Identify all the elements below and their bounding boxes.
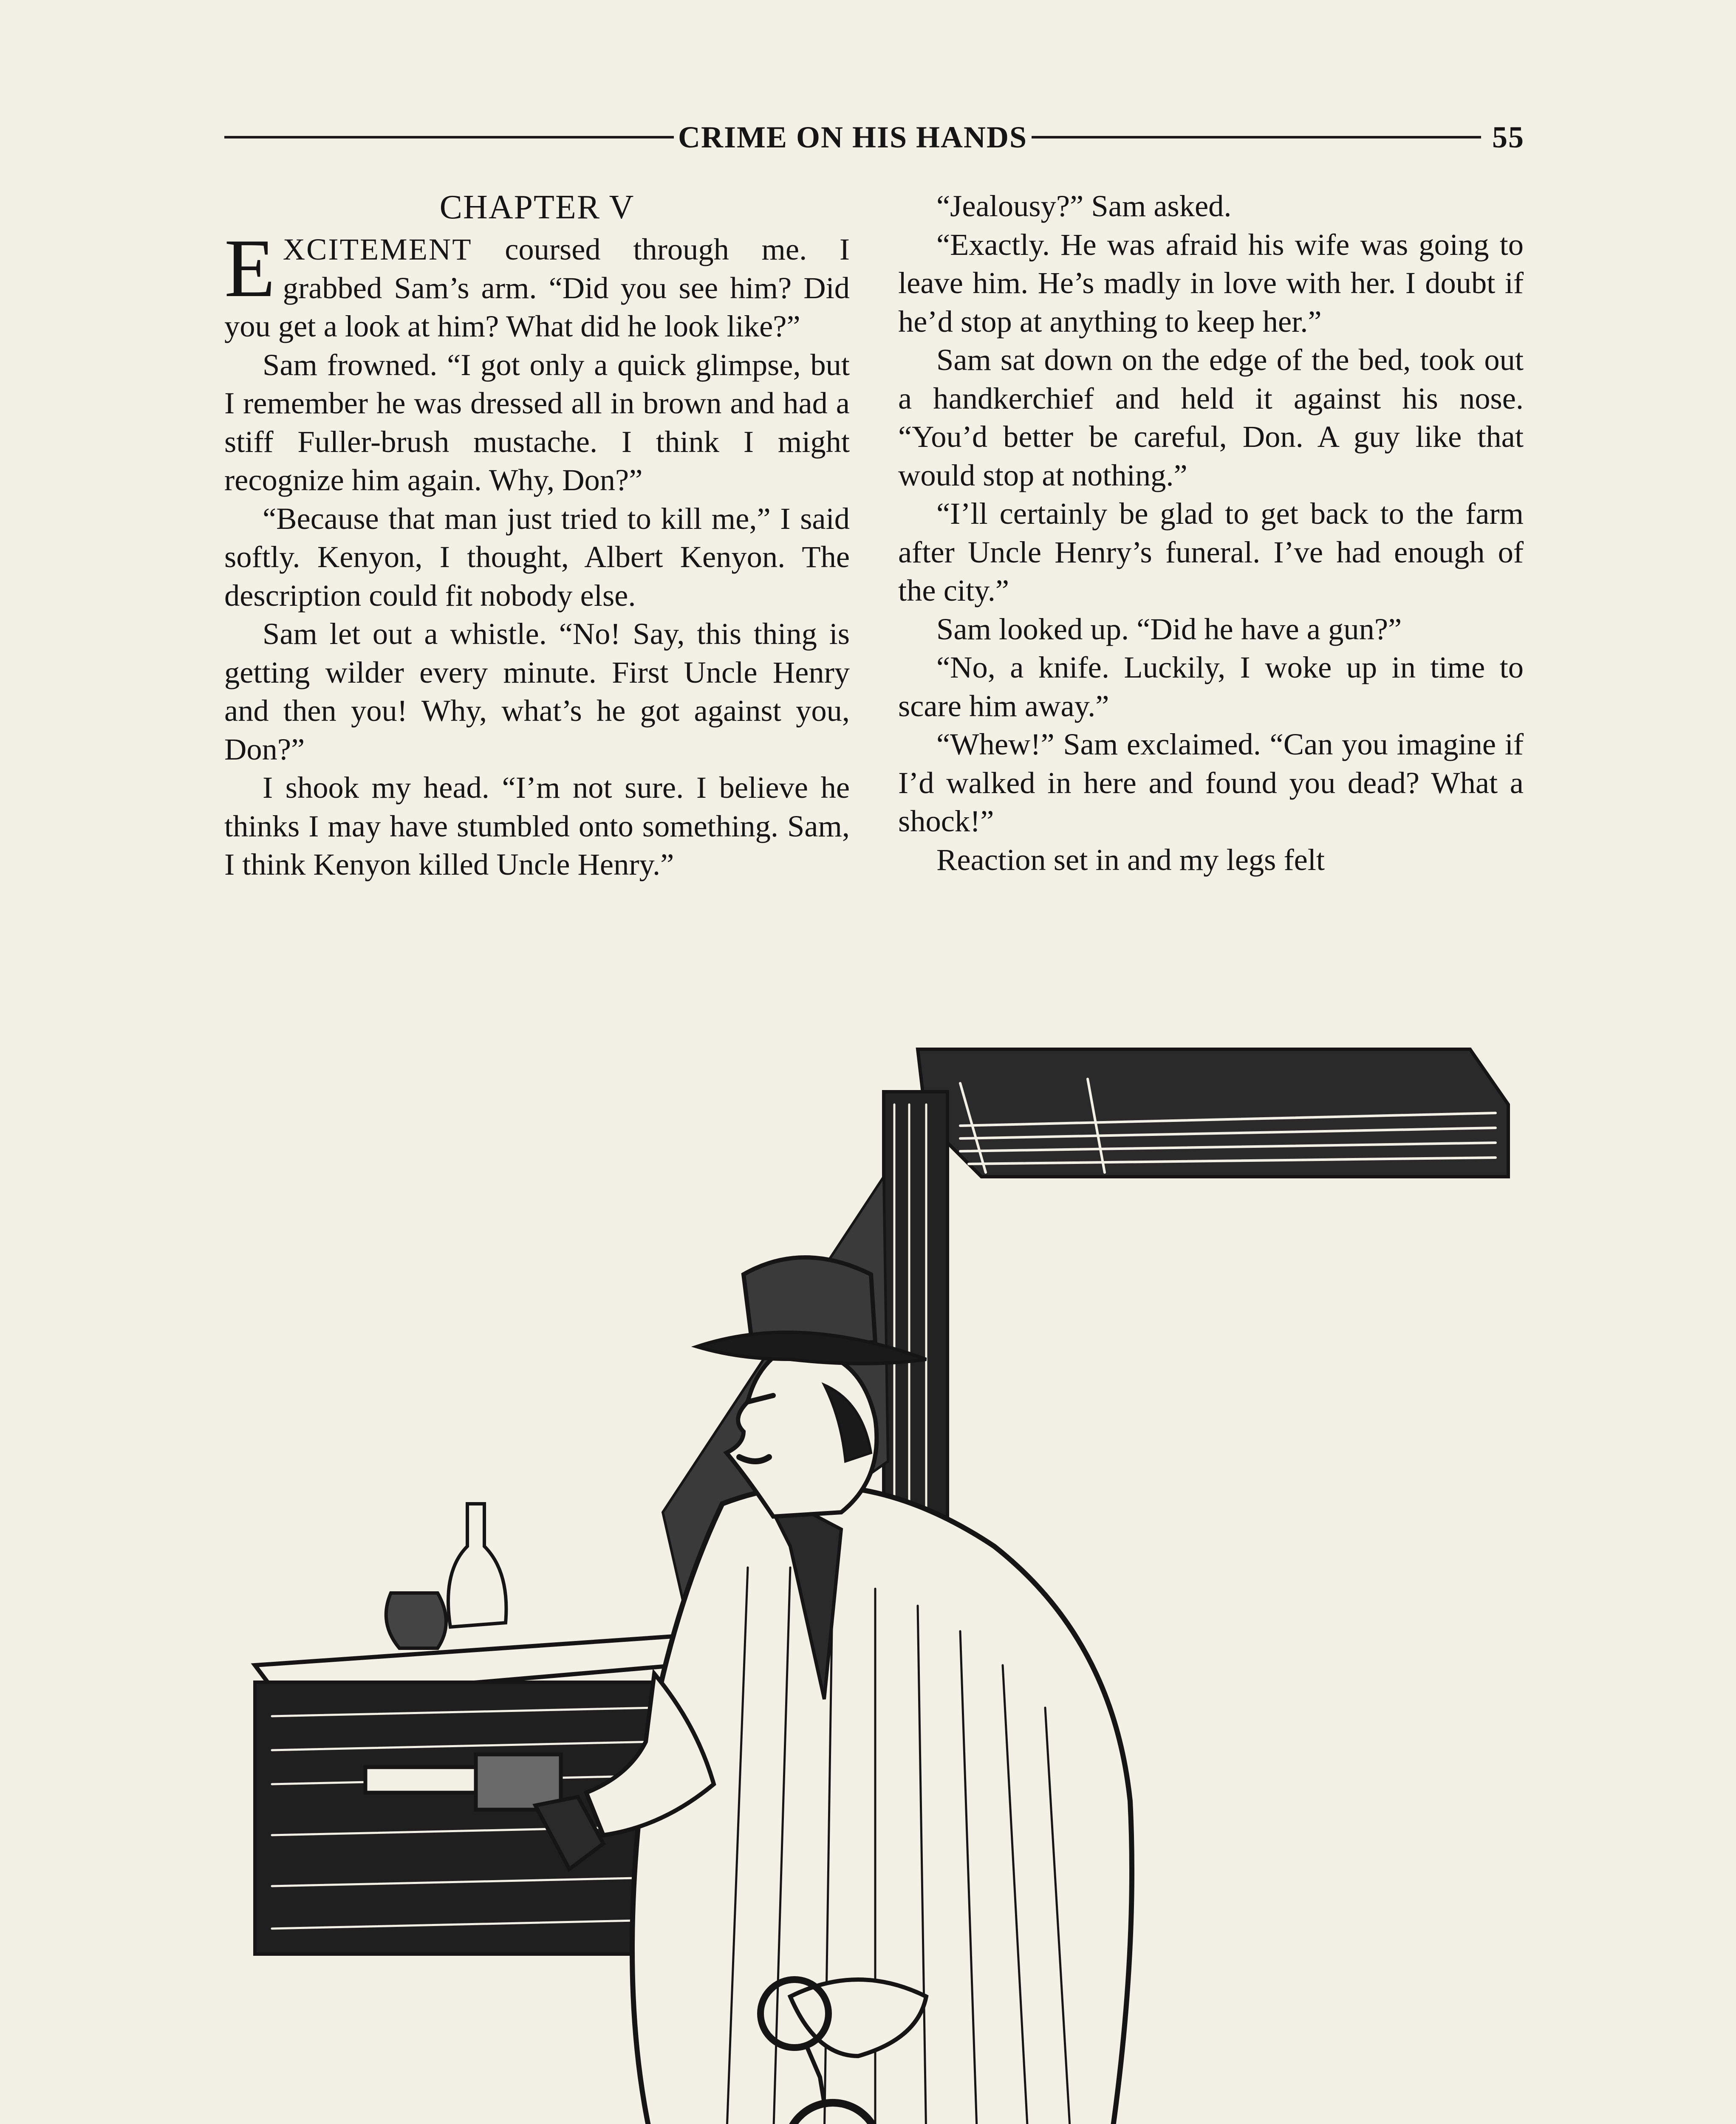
paragraph: Sam looked up. “Did he have a gun?” xyxy=(936,611,1402,646)
bottle xyxy=(448,1504,506,1627)
opening-paragraph xyxy=(224,222,850,346)
chapter-heading: CHAPTER V xyxy=(439,189,635,226)
paragraph: Sam frowned. “I got only a quick glimpse, but I remember he was dressed all in brown and had a stiff Fuller-brush mustache. I think I might recognize him again. Why, Don?” xyxy=(224,347,850,497)
drop-cap: E xyxy=(224,222,275,314)
right-column xyxy=(898,187,1524,879)
illustration-man-with-gun xyxy=(238,1037,1538,2124)
paragraph: “No, a knife. Luckily, I woke up in time to scare him away.” xyxy=(898,650,1524,723)
running-header xyxy=(224,114,1524,161)
paragraph: I shook my head. “I’m not sure. I believe he thinks I may have stumbled onto something. Sam, I think Kenyon killed Uncle Henry.” xyxy=(224,770,850,881)
vase xyxy=(386,1593,446,1648)
running-title: CRIME ON HIS HANDS xyxy=(678,120,1028,154)
opening-paragraph-text: coursed through me. I grabbed Sam’s arm. “Did you see him? Did you get a look at him? What did he look like?” xyxy=(224,232,850,343)
left-column xyxy=(224,187,850,884)
lead-word: XCITEMENT xyxy=(283,232,472,266)
paragraph: Reaction set in and my legs felt xyxy=(936,842,1325,877)
header-rule-right xyxy=(1032,136,1481,138)
paragraph: “Because that man just tried to kill me,” I said softly. Kenyon, I thought, Albert Kenyon. The description could fit nobody else. xyxy=(224,501,850,613)
paragraph: “Jealousy?” Sam asked. xyxy=(936,189,1232,223)
page-number: 55 xyxy=(1492,120,1524,154)
paragraph: Sam sat down on the edge of the bed, took out a handkerchief and held it against his nose. “You’d better be careful, Don. A guy like that would stop at nothing.” xyxy=(898,342,1524,492)
paragraph: “Whew!” Sam exclaimed. “Can you imagine if I’d walked in here and found you dead? What a shock!” xyxy=(898,727,1524,838)
paragraph: “I’ll certainly be glad to get back to the farm after Uncle Henry’s funeral. I’ve had enough of the city.” xyxy=(898,496,1524,607)
paragraph: Sam let out a whistle. “No! Say, this thing is getting wilder every minute. First Uncle Henry and then you! Why, what’s he got against you, Don?” xyxy=(224,616,850,766)
fedora-crown xyxy=(744,1257,875,1342)
paragraph: “Exactly. He was afraid his wife was going to leave him. He’s madly in love with her. I doubt if he’d stop at anything to keep her.” xyxy=(898,227,1524,339)
header-rule-left xyxy=(224,136,674,138)
